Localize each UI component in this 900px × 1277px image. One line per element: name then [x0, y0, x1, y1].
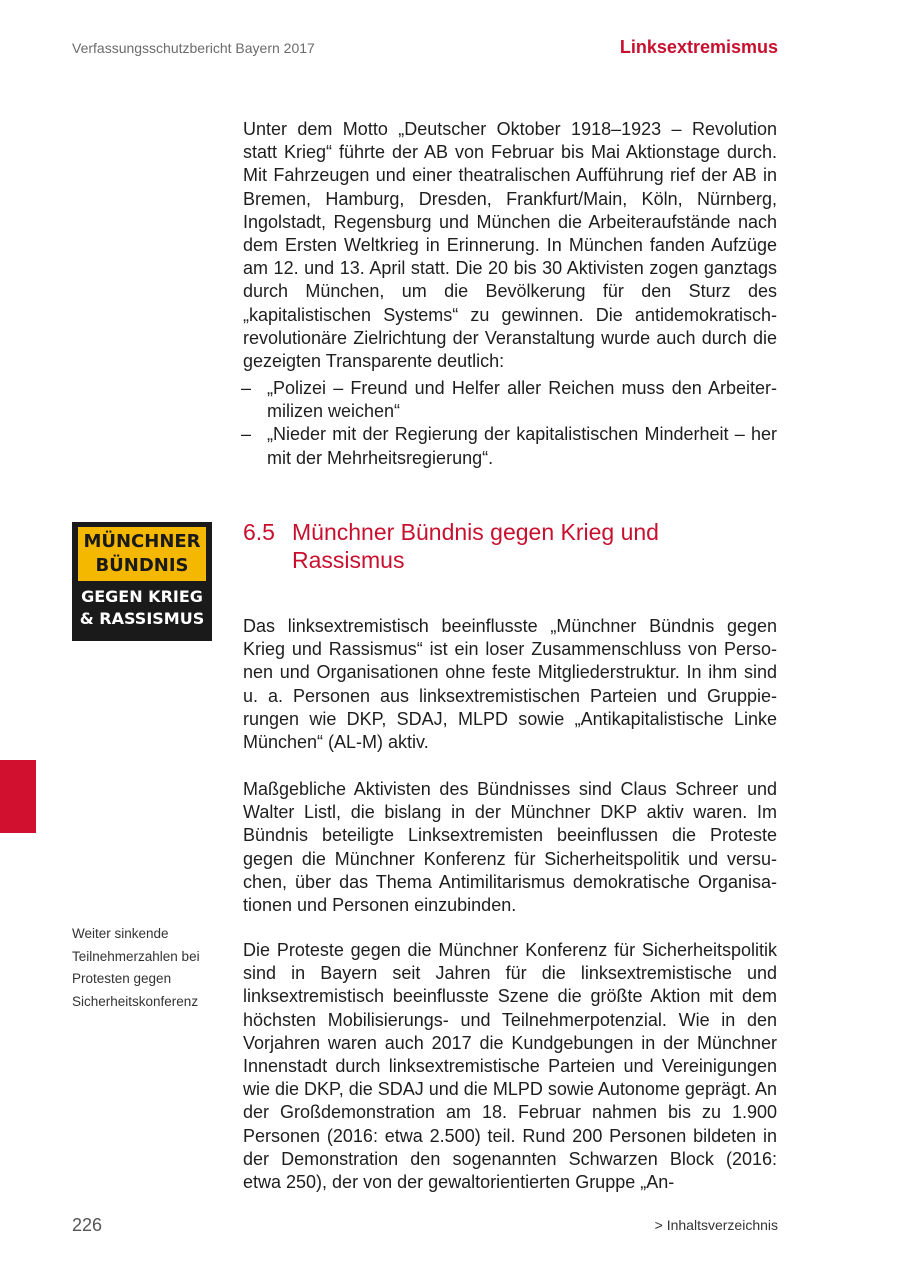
page-number: 226	[72, 1215, 103, 1235]
logo-black-panel	[72, 586, 212, 630]
table-of-contents-link[interactable]: > Inhaltsverzeichnis	[654, 1217, 778, 1233]
logo-line: GEGEN KRIEG	[81, 587, 203, 606]
paragraph-protests: Die Proteste gegen die Münchner Konferenz für Sicherheitspolitik sind in Bayern seit Jahren für die linksextremistische und linksextremistisch beeinflusste Szene die größte Aktion mit dem höchsten Mobilisierungs- und Teilnehmerpotenzial. Wie in den Vorjahren waren auch 2017 die Kundgebungen in der Münchner Innenstadt durch linksextremistische Parteien und Vereinigungen wie die DKP, die SDAJ und die MLPD sowie Autonome geprägt. An der Großdemonstration am 18. Februar nahmen bis zu 1.900 Personen (2016: etwa 2.500) teil. Rund 200 Personen bildeten in der Demonstration den sogenannten Schwarzen Block (2016: etwa 250), der von der gewaltorientierten Gruppe „An-	[243, 940, 777, 1193]
logo-line: BÜNDNIS	[95, 555, 189, 576]
list-item	[243, 377, 777, 423]
paragraph-buendnis-description: Das linksextremistisch beeinflusste „Münchner Bündnis gegen Krieg und Rassismus“ ist ein loser Zusammenschluss von Personen und Organisationen ohne feste Mitgliederstruktur. In ihm sind u. a. Personen aus linksextremistischen Parteien und Gruppierungen wie DKP, SDAJ, MLPD sowie „Antikapitalistische Linke München“ (AL-M) aktiv.	[243, 616, 777, 753]
paragraph-motto: Unter dem Motto „Deutscher Oktober 1918–1923 – Revolution statt Krieg“ führte der AB von Februar bis Mai Aktionstage durch. Mit Fahrzeugen und einer theatralischen Aufführung rief der AB in Bremen, Hamburg, Dresden, Frankfurt/Main, Köln, Nürnberg, Ingolstadt, Regensburg und München die Arbeiteraufstände nach dem Ersten Weltkrieg in Erinnerung. In München fanden Aufzüge am 12. und 13. April statt. Die 20 bis 30 Aktivisten zogen ganztags durch München, um die Bevölkerung für den Sturz des „kapitalistischen Systems“ zu gewinnen. Die antidemokratisch-revolutionäre Zielrichtung der Veranstaltung wurde auch durch die gezeigten Transparente deutlich:	[243, 119, 777, 372]
logo-line: & RASSISMUS	[79, 609, 205, 628]
banner-slogan-list	[243, 377, 777, 470]
section-number: 6.5	[243, 519, 275, 545]
list-item	[243, 423, 777, 469]
margin-note: Weiter sinkende Teilnehmerzahlen bei Protesten gegen Sicherheitskonferenz	[72, 926, 200, 1009]
report-title: Verfassungsschutzbericht Bayern 2017	[72, 40, 315, 56]
logo-yellow-panel	[78, 527, 206, 581]
bullet-text: „Polizei – Freund und Helfer aller Reichen muss den Arbeitermilizen weichen“	[267, 378, 777, 422]
bullet-dash: –	[241, 378, 252, 398]
section-heading	[243, 518, 777, 574]
buendnis-logo	[72, 522, 212, 641]
bullet-dash: –	[241, 424, 252, 445]
chapter-title: Linksextremismus	[619, 37, 778, 57]
chapter-marker-tab	[0, 760, 36, 833]
bullet-text: „Nieder mit der Regierung der kapitalistischen Minderheit – her mit der Mehrheitsregierung“.	[267, 424, 777, 468]
section-title: Münchner Bündnis gegen Krieg und Rassismus	[292, 519, 659, 573]
paragraph-activists: Maßgebliche Aktivisten des Bündnisses sind Claus Schreer und Walter Listl, die bislang in der Münchner DKP aktiv waren. Im Bündnis beteiligte Linksextremisten beeinflussen die Proteste gegen die Münchner Konferenz für Sicherheitspolitik und versuchen, über das Thema Antimilitarismus demokratische Organisationen und Personen einzubinden.	[243, 779, 777, 916]
logo-line: MÜNCHNER	[83, 531, 201, 552]
